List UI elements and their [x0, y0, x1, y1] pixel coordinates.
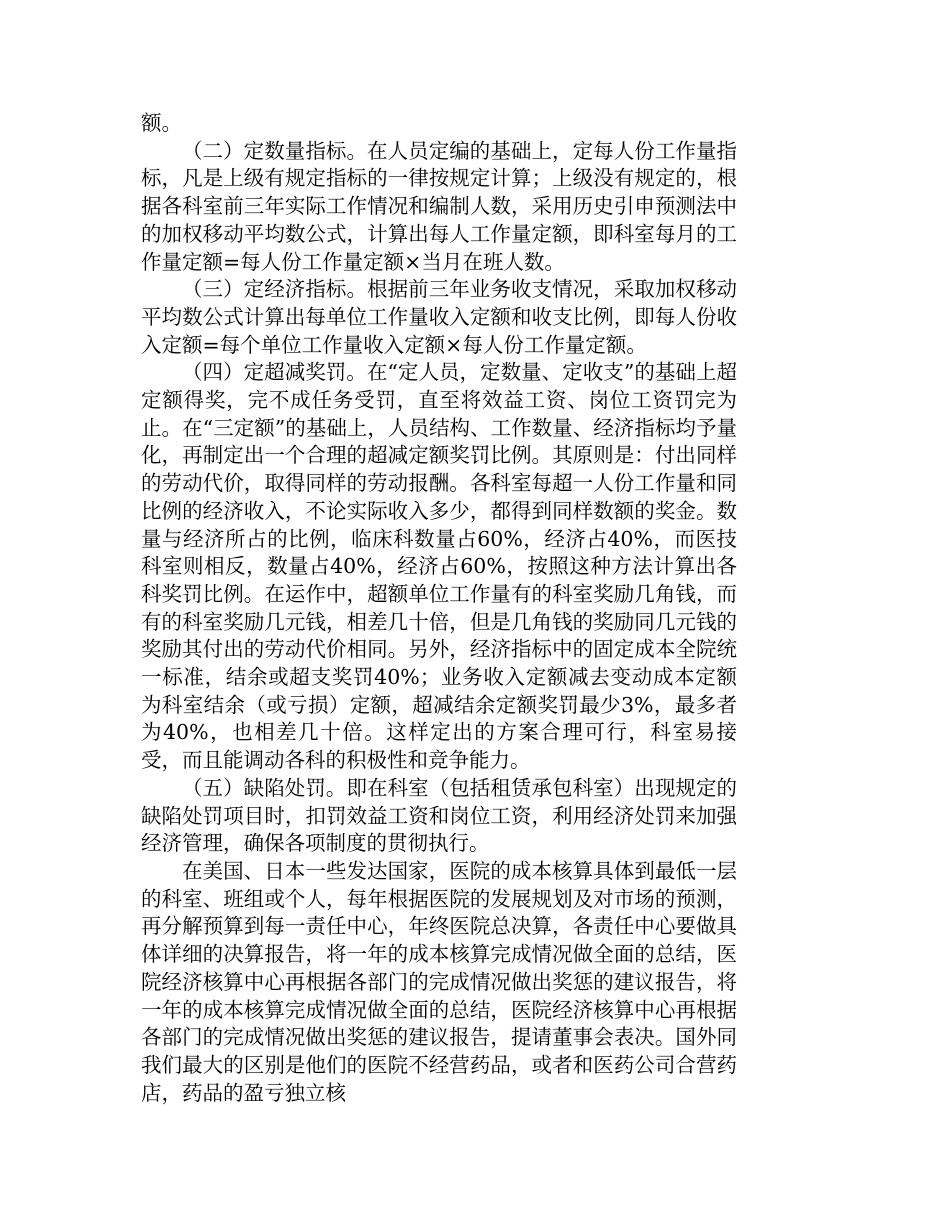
- document-page: [141, 110, 737, 1107]
- paragraph-continuation: 额。: [141, 111, 182, 135]
- paragraph-reward-penalty: （四）定超减奖罚。在“定人员，定数量、定收支”的基础上超定额得奖，完不成任务受罚，直至将效益工资、岗位工资罚完为止。在“三定额”的基础上，人员结构、工作数量、经济指标均予量化，再制定出一个合理的超减定额奖罚比例。其原则是：付出同样的劳动代价，取得同样的劳动报酬。各科室每超一人份工作量和同比例的经济收入，不论实际收入多少，都得到同样数额的奖金。数量与经济所占的比例，临床科数量占60%，经济占40%，而医技科室则相反，数量占40%，经济占60%，按照这种方法计算出各科奖罚比例。在运作中，超额单位工作量有的科室奖励几角钱，而有的科室奖励几元钱，相差几十倍，但是几角钱的奖励同几元钱的奖励其付出的劳动代价相同。另外，经济指标中的固定成本全院统一标准，结余或超支奖罚40%；业务收入定额减去变动成本定额为科室结余（或亏损）定额，超减结余定额奖罚最少3%，最多者为40%，也相差几十倍。这样定出的方案合理可行，科室易接受，而且能调动各科的积极性和竞争能力。: [141, 360, 737, 773]
- paragraph-foreign-practice: 在美国、日本一些发达国家，医院的成本核算具体到最低一层的科室、班组或个人，每年根据医院的发展规划及对市场的预测，再分解预算到每一责任中心，年终医院总决算，各责任中心要做具体详细的决算报告，将一年的成本核算完成情况做全面的总结，医院经济核算中心再根据各部门的完成情况做出奖惩的建议报告，将一年的成本核算完成情况做全面的总结，医院经济核算中心再根据各部门的完成情况做出奖惩的建议报告，提请董事会表决。国外同我们最大的区别是他们的医院不经营药品，或者和医药公司合营药店，药品的盈亏独立核: [141, 858, 737, 1105]
- paragraph-defect-penalty: （五）缺陷处罚。即在科室（包括租赁承包科室）出现规定的缺陷处罚项目时，扣罚效益工资和岗位工资，利用经济处罚来加强经济管理，确保各项制度的贯彻执行。: [141, 775, 737, 856]
- paragraph-quantity-indicator: （二）定数量指标。在人员定编的基础上，定每人份工作量指标，凡是上级有规定指标的一律按规定计算；上级没有规定的，根据各科室前三年实际工作情况和编制人数，采用历史引申预测法中的加权移动平均数公式，计算出每人工作量定额，即科室每月的工作量定额=每人份工作量定额×当月在班人数。: [141, 138, 737, 274]
- paragraph-economic-indicator: （三）定经济指标。根据前三年业务收支情况，采取加权移动平均数公式计算出每单位工作量收入定额和收支比例，即每人份收入定额=每个单位工作量收入定额×每人份工作量定额。: [141, 277, 737, 357]
